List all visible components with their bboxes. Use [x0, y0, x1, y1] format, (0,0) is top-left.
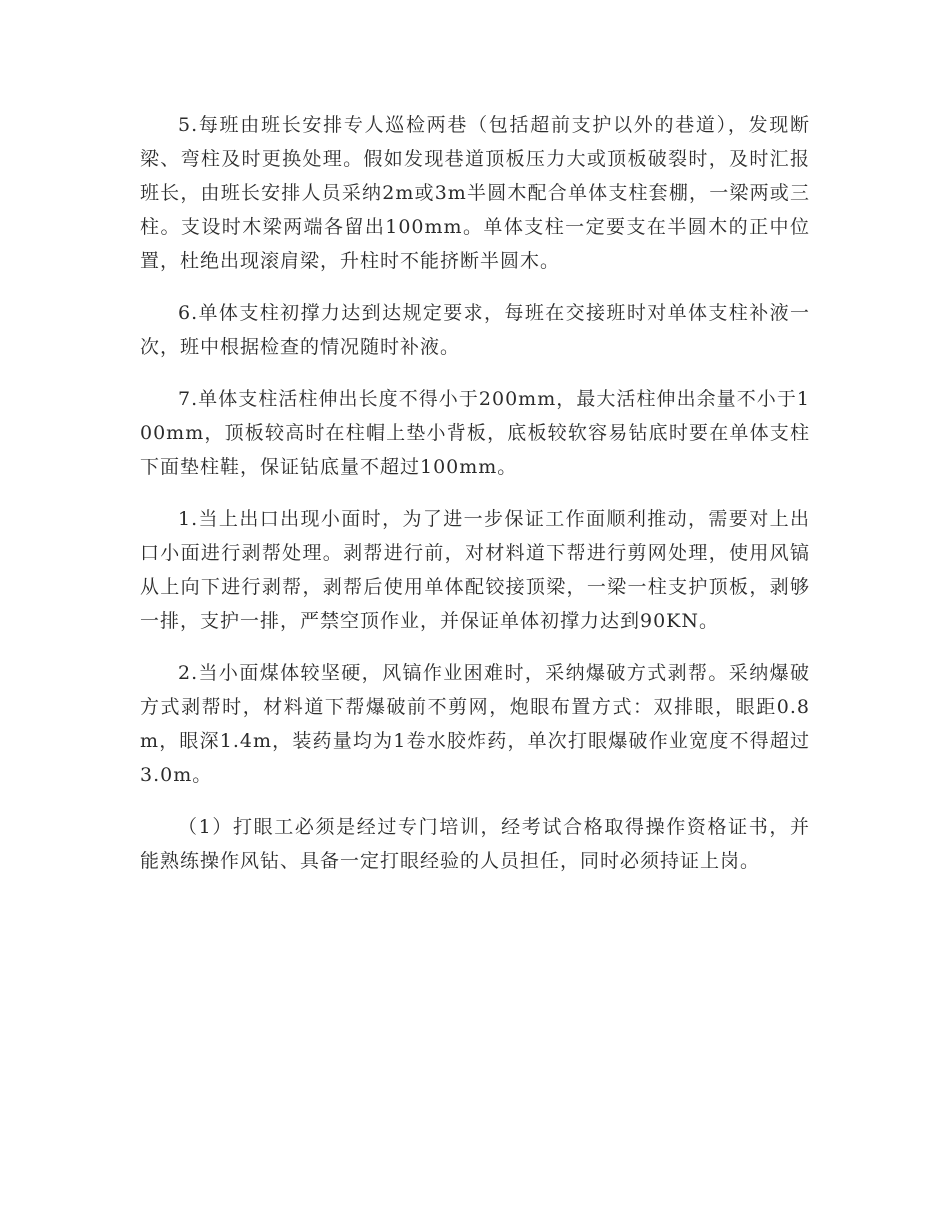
document-body [140, 108, 810, 896]
paragraph-item-5-inspection: 5.每班由班长安排专人巡检两巷（包括超前支护以外的巷道），发现断梁、弯柱及时更换处理。假如发现巷道顶板压力大或顶板破裂时，及时汇报班长，由班长安排人员采纳2m或3m半圆木配合单体支柱套棚，一梁两或三柱。支设时木梁两端各留出100mm。单体支柱一定要支在半圆木的正中位置，杜绝出现滚肩梁，升柱时不能挤断半圆木。 [140, 114, 810, 272]
paragraph-item-2-blasting: 2.当小面煤体较坚硬，风镐作业困难时，采纳爆破方式剥帮。采纳爆破方式剥帮时，材料道下帮爆破前不剪网，炮眼布置方式：双排眼，眼距0.8m，眼深1.4m，装药量均为1卷水胶炸药，单次打眼爆破作业宽度不得超过3.0m。 [140, 662, 810, 786]
paragraph-item-6-prop-fluid: 6.单体支柱初撑力达到达规定要求，每班在交接班时对单体支柱补液一次，班中根据检查的情况随时补液。 [140, 302, 810, 358]
paragraph-subitem-1-driller: （1）打眼工必须是经过专门培训，经考试合格取得操作资格证书，并能熟练操作风钻、具备一定打眼经验的人员担任，同时必须持证上岗。 [140, 816, 810, 872]
paragraph-item-1-wall-stripping: 1.当上出口出现小面时，为了进一步保证工作面顺利推动，需要对上出口小面进行剥帮处理。剥帮进行前，对材料道下帮进行剪网处理，使用风镐从上向下进行剥帮，剥帮后使用单体配铰接顶梁，一梁一柱支护顶板，剥够一排，支护一排，严禁空顶作业，并保证单体初撑力达到90KN。 [140, 508, 810, 632]
paragraph-item-7-prop-length: 7.单体支柱活柱伸出长度不得小于200mm，最大活柱伸出余量不小于100mm，顶板较高时在柱帽上垫小背板，底板较软容易钻底时要在单体支柱下面垫柱鞋，保证钻底量不超过100mm。 [140, 388, 810, 478]
